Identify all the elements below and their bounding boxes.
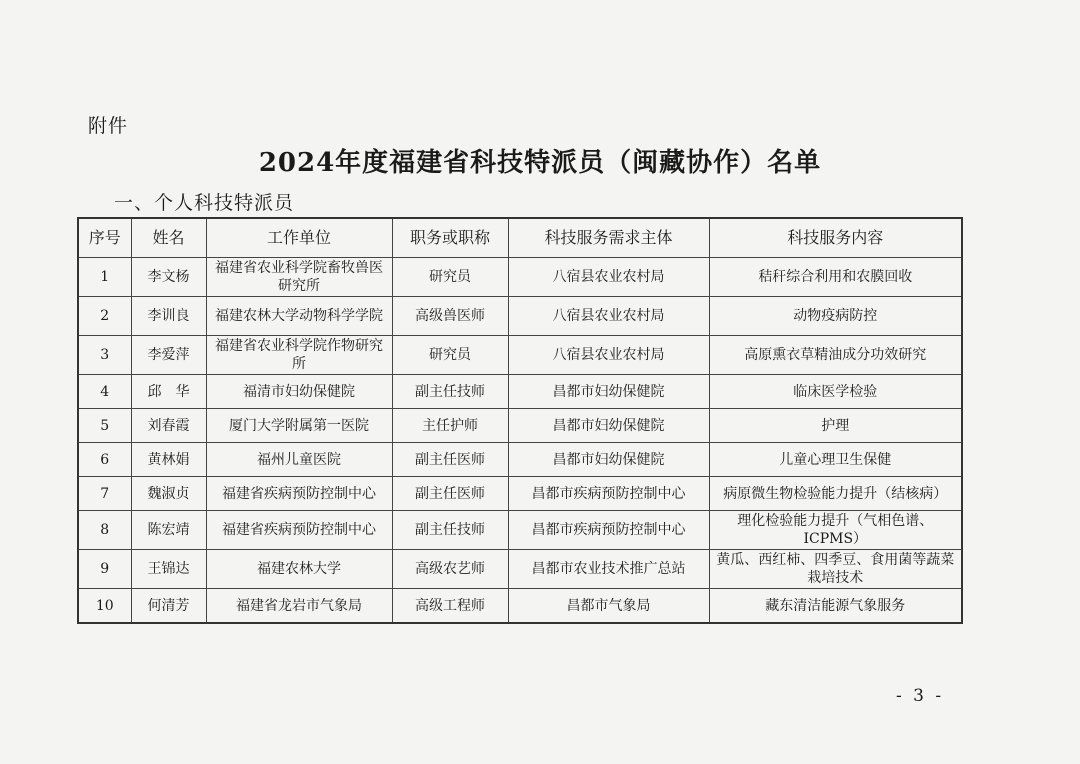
table-row xyxy=(78,258,962,297)
cell-service-content: 藏东清洁能源气象服务 xyxy=(709,589,962,624)
cell-title: 研究员 xyxy=(392,336,508,375)
cell-service-content: 秸秆综合利用和农膜回收 xyxy=(709,258,962,297)
cell-service-recipient: 八宿县农业农村局 xyxy=(508,336,709,375)
cell-service-recipient: 昌都市妇幼保健院 xyxy=(508,443,709,477)
cell-work-unit: 福建省农业科学院作物研究所 xyxy=(206,336,392,375)
cell-name: 黄林娟 xyxy=(131,443,206,477)
cell-name: 李爱萍 xyxy=(131,336,206,375)
cell-name: 李训良 xyxy=(131,297,206,336)
cell-service-content: 理化检验能力提升（气相色谱、ICPMS） xyxy=(709,511,962,550)
page-number: - 3 - xyxy=(896,686,945,706)
table-row xyxy=(78,409,962,443)
cell-name: 邱 华 xyxy=(131,375,206,409)
cell-work-unit: 福建农林大学动物科学学院 xyxy=(206,297,392,336)
cell-title: 高级兽医师 xyxy=(392,297,508,336)
cell-name: 刘春霞 xyxy=(131,409,206,443)
cell-name: 陈宏靖 xyxy=(131,511,206,550)
cell-service-content: 病原微生物检验能力提升（结核病） xyxy=(709,477,962,511)
cell-service-recipient: 昌都市疾病预防控制中心 xyxy=(508,477,709,511)
cell-name: 李文杨 xyxy=(131,258,206,297)
cell-service-recipient: 昌都市疾病预防控制中心 xyxy=(508,511,709,550)
personnel-table xyxy=(77,217,963,624)
cell-work-unit: 福建省疾病预防控制中心 xyxy=(206,511,392,550)
table-row xyxy=(78,297,962,336)
header-title: 职务或职称 xyxy=(392,218,508,258)
cell-index: 7 xyxy=(78,477,131,511)
cell-title: 副主任技师 xyxy=(392,511,508,550)
cell-title: 高级工程师 xyxy=(392,589,508,624)
cell-index: 5 xyxy=(78,409,131,443)
table-row xyxy=(78,589,962,624)
cell-work-unit: 福建省农业科学院畜牧兽医研究所 xyxy=(206,258,392,297)
header-work-unit: 工作单位 xyxy=(206,218,392,258)
cell-service-recipient: 昌都市妇幼保健院 xyxy=(508,409,709,443)
cell-title: 副主任技师 xyxy=(392,375,508,409)
cell-service-content: 临床医学检验 xyxy=(709,375,962,409)
table-row xyxy=(78,336,962,375)
cell-service-recipient: 昌都市妇幼保健院 xyxy=(508,375,709,409)
cell-title: 研究员 xyxy=(392,258,508,297)
cell-work-unit: 福建省疾病预防控制中心 xyxy=(206,477,392,511)
cell-index: 6 xyxy=(78,443,131,477)
cell-work-unit: 福清市妇幼保健院 xyxy=(206,375,392,409)
table-row xyxy=(78,443,962,477)
cell-service-recipient: 昌都市气象局 xyxy=(508,589,709,624)
cell-service-content: 动物疫病防控 xyxy=(709,297,962,336)
cell-service-content: 护理 xyxy=(709,409,962,443)
header-name: 姓名 xyxy=(131,218,206,258)
cell-service-recipient: 八宿县农业农村局 xyxy=(508,297,709,336)
table-header-row xyxy=(78,218,962,258)
header-service-recipient: 科技服务需求主体 xyxy=(508,218,709,258)
cell-name: 何清芳 xyxy=(131,589,206,624)
table-row xyxy=(78,477,962,511)
attachment-label: 附件 xyxy=(88,115,129,137)
cell-index: 9 xyxy=(78,550,131,589)
cell-title: 主任护师 xyxy=(392,409,508,443)
cell-name: 王锦达 xyxy=(131,550,206,589)
cell-work-unit: 福州儿童医院 xyxy=(206,443,392,477)
cell-index: 10 xyxy=(78,589,131,624)
cell-service-content: 黄瓜、西红柿、四季豆、食用菌等蔬菜栽培技术 xyxy=(709,550,962,589)
section-heading: 一、个人科技特派员 xyxy=(114,192,295,214)
cell-title: 高级农艺师 xyxy=(392,550,508,589)
cell-title: 副主任医师 xyxy=(392,443,508,477)
cell-work-unit: 福建农林大学 xyxy=(206,550,392,589)
header-index: 序号 xyxy=(78,218,131,258)
table-row xyxy=(78,550,962,589)
cell-index: 2 xyxy=(78,297,131,336)
document-title: 2024年度福建省科技特派员（闽藏协作）名单 xyxy=(258,148,822,178)
cell-index: 8 xyxy=(78,511,131,550)
cell-name: 魏淑贞 xyxy=(131,477,206,511)
cell-title: 副主任医师 xyxy=(392,477,508,511)
header-service-content: 科技服务内容 xyxy=(709,218,962,258)
table-row xyxy=(78,375,962,409)
cell-work-unit: 厦门大学附属第一医院 xyxy=(206,409,392,443)
cell-service-content: 儿童心理卫生保健 xyxy=(709,443,962,477)
cell-service-recipient: 昌都市农业技术推广总站 xyxy=(508,550,709,589)
cell-work-unit: 福建省龙岩市气象局 xyxy=(206,589,392,624)
table-row xyxy=(78,511,962,550)
cell-index: 4 xyxy=(78,375,131,409)
cell-service-recipient: 八宿县农业农村局 xyxy=(508,258,709,297)
cell-service-content: 高原熏衣草精油成分功效研究 xyxy=(709,336,962,375)
cell-index: 3 xyxy=(78,336,131,375)
cell-index: 1 xyxy=(78,258,131,297)
